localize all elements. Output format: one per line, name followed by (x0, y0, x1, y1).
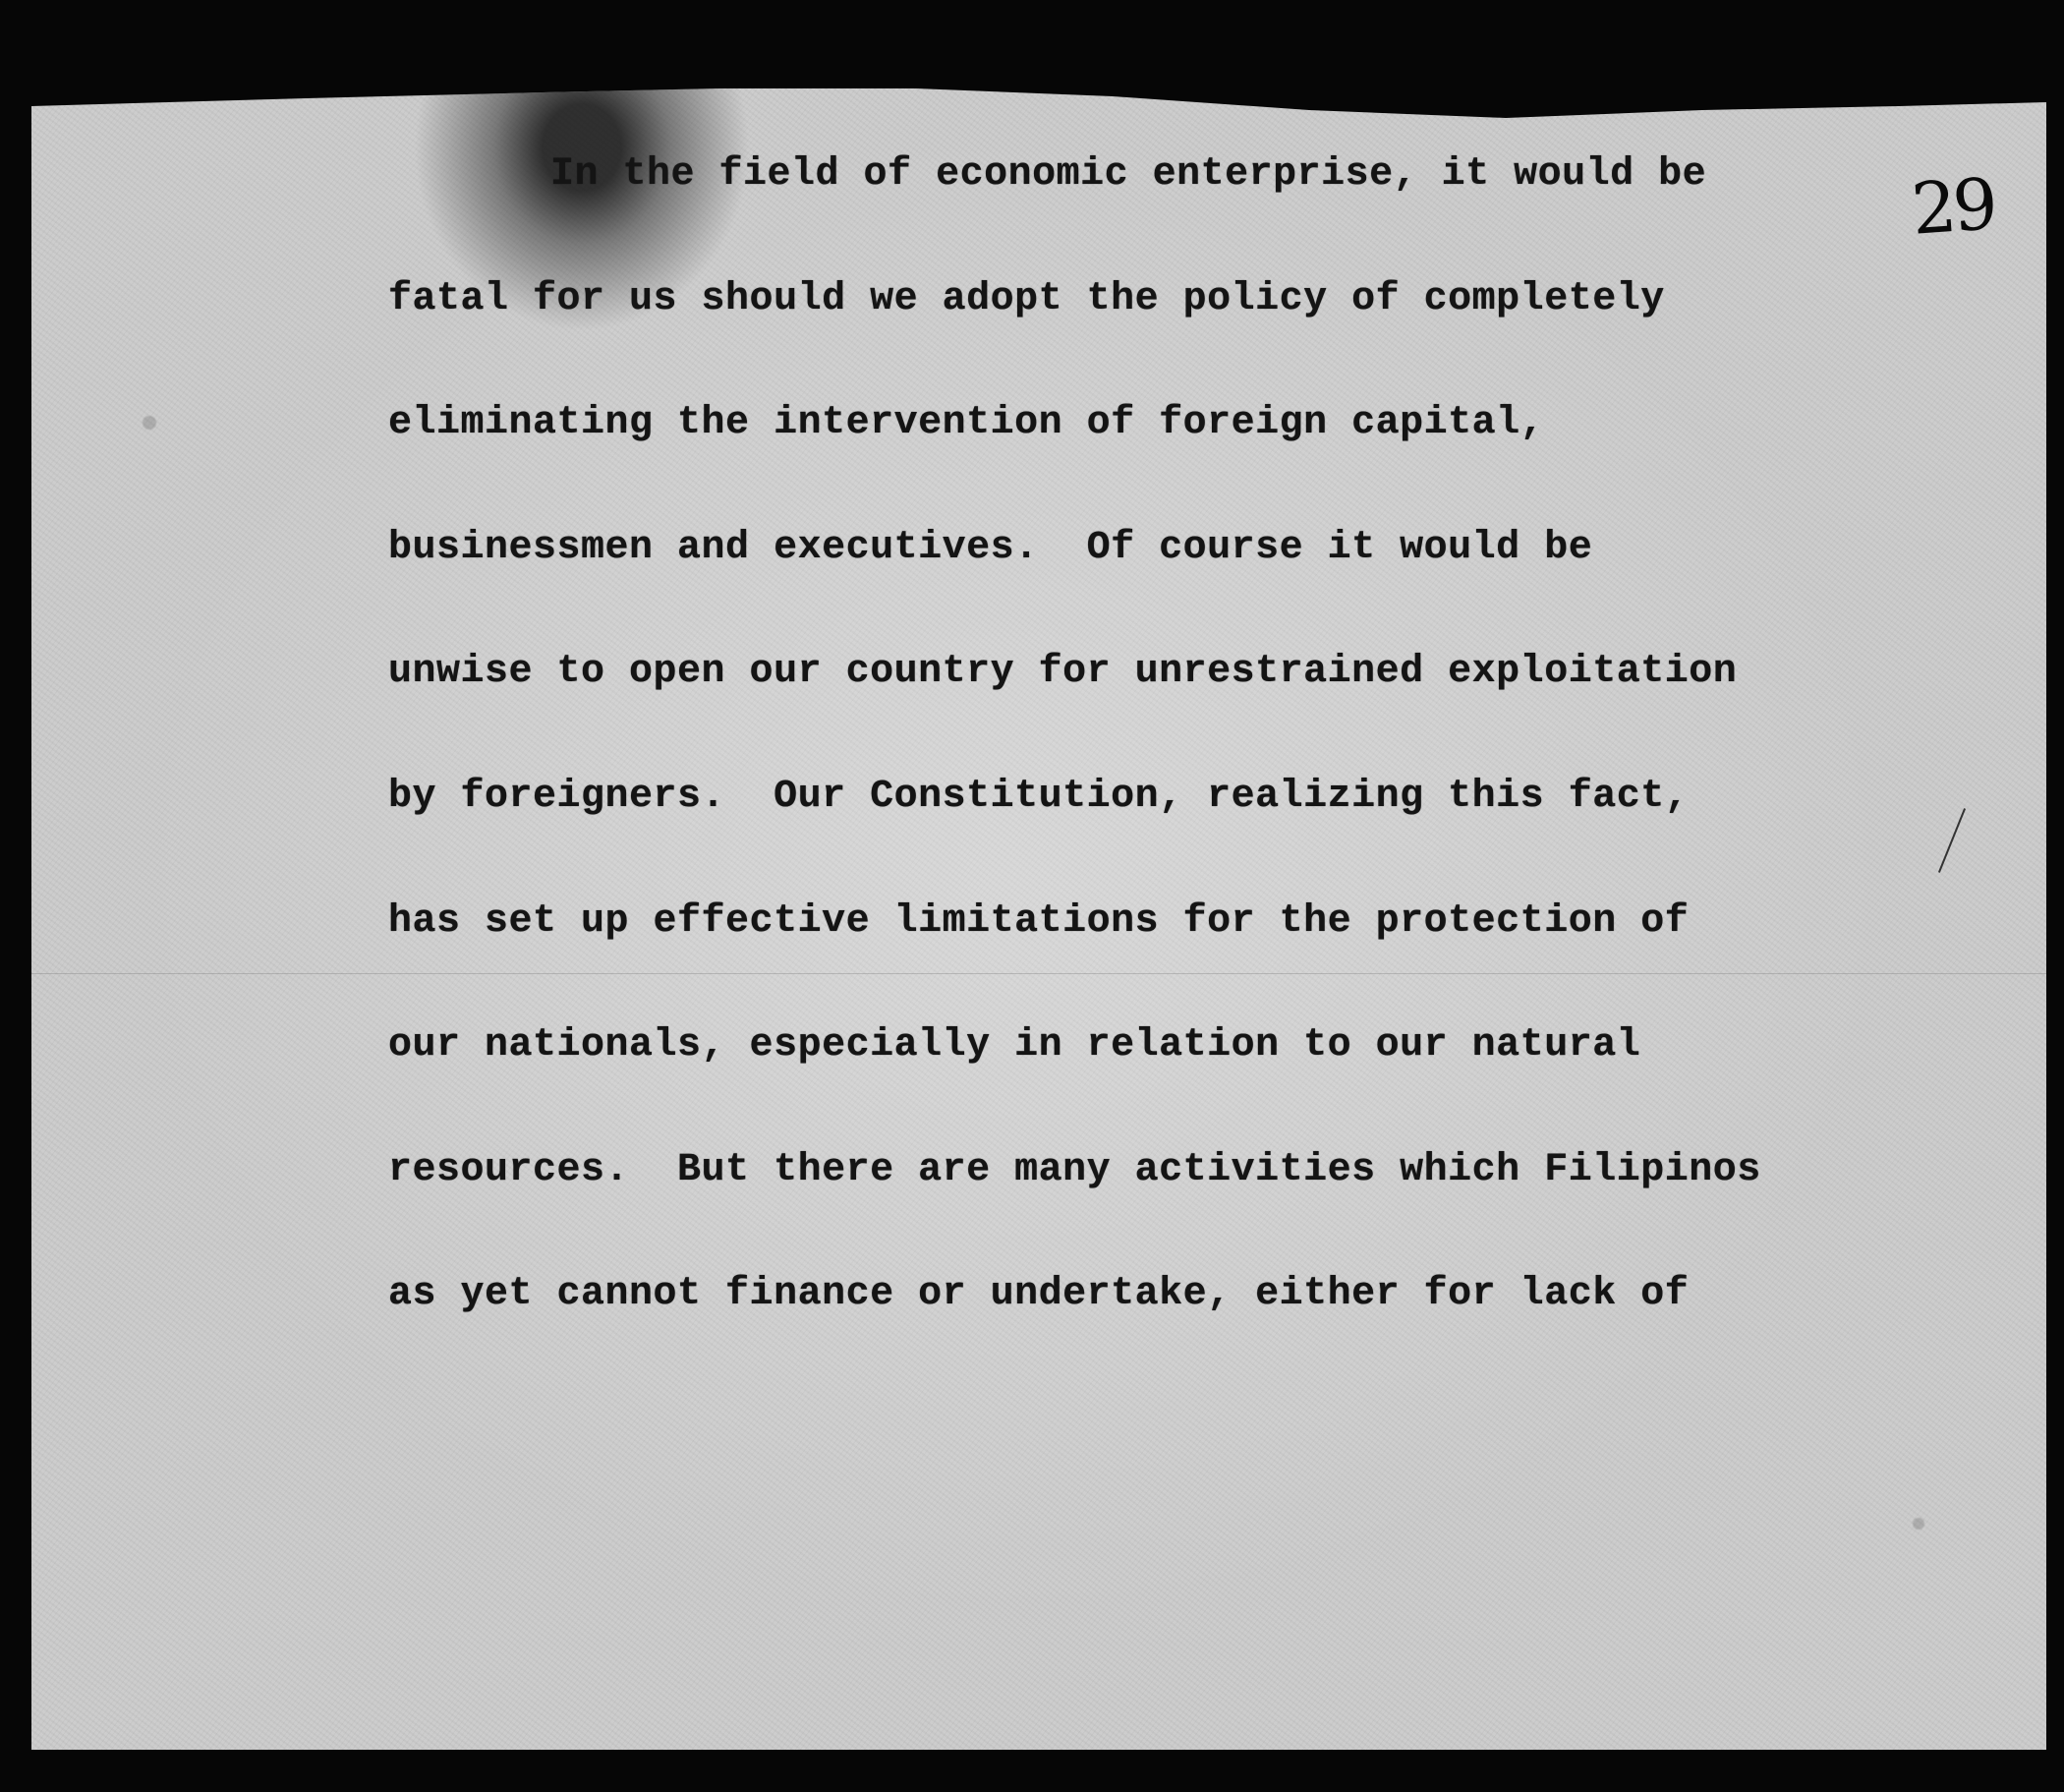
text-line: as yet cannot finance or undertake, either for lack of (388, 1272, 1690, 1316)
text-line: our nationals, especially in relation to our natural (388, 1023, 1641, 1068)
text-line: businessmen and executives. Of course it would be (388, 526, 1593, 570)
text-line: resources. But there are many activities which Filipinos (388, 1148, 1761, 1192)
text-line: In the field of economic enterprise, it would be (550, 152, 1707, 197)
text-line: eliminating the intervention of foreign capital, (388, 401, 1545, 445)
handwritten-page-number: 29 (1909, 162, 1997, 251)
fold-line (31, 973, 2046, 974)
text-line: unwise to open our country for unrestrained exploitation (388, 650, 1738, 694)
text-line: by foreigners. Our Constitution, realizing this fact, (388, 775, 1690, 819)
text-line: fatal for us should we adopt the policy of completely (388, 277, 1665, 321)
text-line: has set up effective limitations for the protection of (388, 899, 1690, 944)
